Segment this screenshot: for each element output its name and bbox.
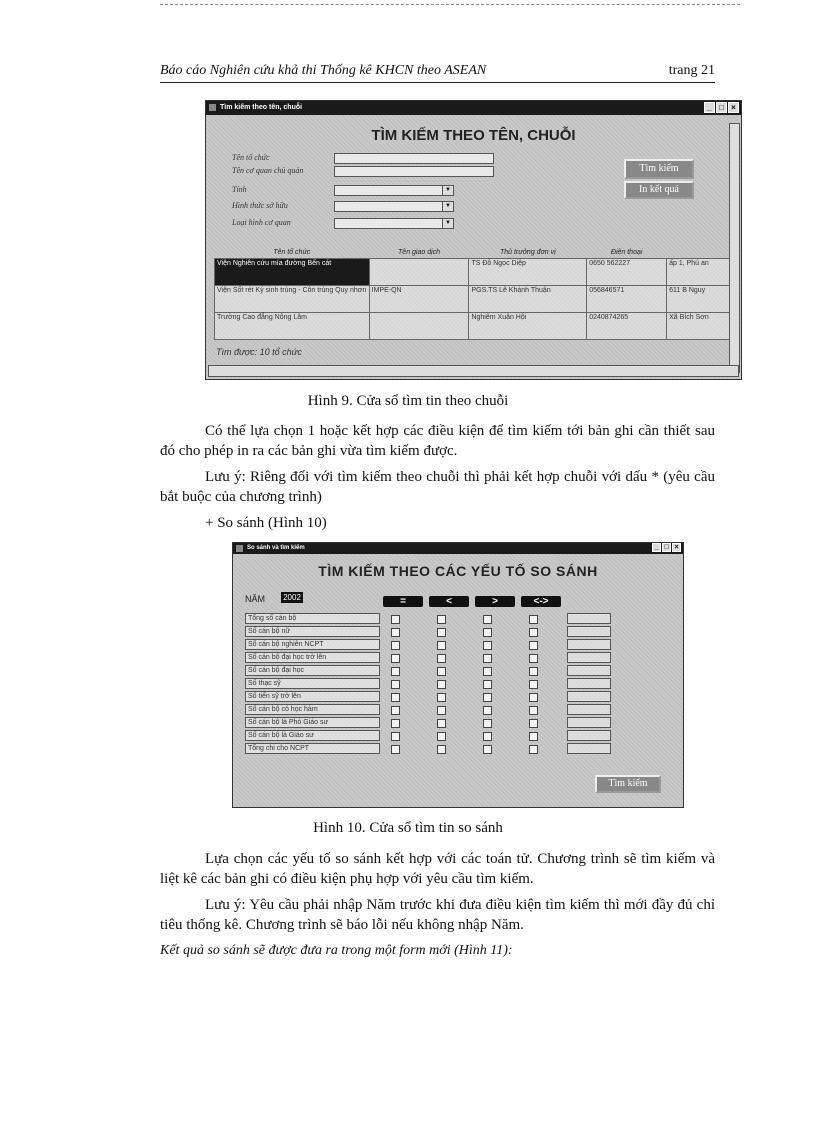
operator-checkbox[interactable] xyxy=(529,654,538,663)
close-icon[interactable]: × xyxy=(672,543,681,552)
year-input[interactable]: 2002 xyxy=(281,592,303,603)
operator-range-header[interactable]: <-> xyxy=(521,596,561,607)
page-header xyxy=(160,60,715,83)
close-icon[interactable]: × xyxy=(728,102,739,113)
criteria-item: Số cán bộ đại học xyxy=(245,665,380,676)
operator-checkbox[interactable] xyxy=(437,719,446,728)
operator-checkbox[interactable] xyxy=(529,667,538,676)
operator-checkbox[interactable] xyxy=(483,641,492,650)
operator-checkbox[interactable] xyxy=(391,667,400,676)
operator-checkbox[interactable] xyxy=(391,628,400,637)
compare-search-window xyxy=(232,542,684,808)
operator-checkbox[interactable] xyxy=(529,693,538,702)
minimize-icon[interactable]: _ xyxy=(652,543,661,552)
chevron-down-icon[interactable]: ▼ xyxy=(442,186,453,195)
operator-checkbox[interactable] xyxy=(483,693,492,702)
operator-checkbox[interactable] xyxy=(437,654,446,663)
column-header[interactable]: Tên giao dịch xyxy=(398,248,441,256)
criteria-value-input[interactable] xyxy=(567,652,611,663)
criteria-value-input[interactable] xyxy=(567,665,611,676)
table-row[interactable] xyxy=(215,286,740,313)
paragraph-4: Lựa chọn các yếu tố so sánh kết hợp với các toán tử. Chương trình sẽ tìm kiếm và liệt kê các bản ghi có điều kiện phụ hợp với yêu cầu tìm kiếm. xyxy=(160,851,715,887)
operator-checkbox[interactable] xyxy=(391,706,400,715)
figure-9-caption: Hình 9. Cửa sổ tìm tin theo chuỗi xyxy=(307,393,509,409)
table-row[interactable] xyxy=(215,313,740,340)
table-cell[interactable]: TS Đỗ Ngọc Diệp xyxy=(469,259,587,286)
operator-checkbox[interactable] xyxy=(391,719,400,728)
operator-checkbox[interactable] xyxy=(437,641,446,650)
table-cell[interactable]: 0650 562227 xyxy=(587,259,667,286)
criteria-item: Số thạc sỹ xyxy=(245,678,380,689)
operator-checkbox[interactable] xyxy=(483,667,492,676)
operator-checkbox[interactable] xyxy=(483,732,492,741)
criteria-item: Số cán bộ nữ xyxy=(245,626,380,637)
operator-checkbox[interactable] xyxy=(437,628,446,637)
operator-checkbox[interactable] xyxy=(391,732,400,741)
table-cell[interactable]: Nghiêm Xuân Hội xyxy=(469,313,587,340)
operator-checkbox[interactable] xyxy=(483,680,492,689)
form-title: TÌM KIẾM THEO TÊN, CHUỖI xyxy=(371,127,576,144)
operator-checkbox[interactable] xyxy=(437,667,446,676)
field-label-agency-type: Loại hình cơ quan xyxy=(232,218,291,227)
table-cell[interactable] xyxy=(369,313,469,340)
field-label-org-name: Tên tổ chức xyxy=(232,153,270,162)
operator-checkbox[interactable] xyxy=(391,693,400,702)
maximize-icon[interactable]: □ xyxy=(662,543,671,552)
operator-checkbox[interactable] xyxy=(483,628,492,637)
paragraph-2: Lưu ý: Riêng đối với tìm kiếm theo chuỗi thì phải kết hợp chuỗi với dấu * (yêu cầu bắt buộc của chương trình) xyxy=(160,469,715,505)
column-header[interactable]: Tên tổ chức xyxy=(273,248,311,256)
criteria-value-input[interactable] xyxy=(567,717,611,728)
criteria-item: Số cán bộ có học hàm xyxy=(245,704,380,715)
criteria-item: Tổng số cán bộ xyxy=(245,613,380,624)
operator-checkbox[interactable] xyxy=(391,680,400,689)
maximize-icon[interactable]: □ xyxy=(716,102,727,113)
operator-checkbox[interactable] xyxy=(529,680,538,689)
operator-checkbox[interactable] xyxy=(529,732,538,741)
operator-checkbox[interactable] xyxy=(529,706,538,715)
paragraph-6: Kết quả so sánh sẽ được đưa ra trong một form mới (Hình 11): xyxy=(160,943,513,958)
app-icon xyxy=(209,104,216,111)
paragraph-1: Có thể lựa chọn 1 hoặc kết hợp các điều kiện để tìm kiếm tới bản ghi cần thiết sau đó cho phép in ra các bản ghi vừa tìm kiếm được. xyxy=(160,423,715,459)
window-titlebar xyxy=(206,101,741,115)
criteria-item: Số tiến sỹ trở lên xyxy=(245,691,380,702)
criteria-value-input[interactable] xyxy=(567,704,611,715)
header-title: Báo cáo Nghiên cứu khả thi Thống kê KHCN theo ASEAN xyxy=(160,63,487,78)
column-header[interactable]: Thủ trưởng đơn vị xyxy=(499,248,556,256)
window-titlebar xyxy=(233,543,683,554)
table-cell[interactable]: Viện Nghiên cứu mía đường Bến cát xyxy=(215,259,370,286)
operator-checkbox[interactable] xyxy=(529,628,538,637)
table-cell[interactable]: Xã Bích Sơn xyxy=(667,313,740,340)
results-table xyxy=(214,246,740,340)
table-header-row xyxy=(215,246,740,259)
paragraph-3: + So sánh (Hình 10) xyxy=(205,515,327,531)
criteria-item: Số cán bộ là Giáo sư xyxy=(245,730,380,741)
operator-checkbox[interactable] xyxy=(529,719,538,728)
criteria-value-input[interactable] xyxy=(567,613,611,624)
operator-checkbox[interactable] xyxy=(437,745,446,754)
criteria-item: Số cán bộ đại học trở lên xyxy=(245,652,380,663)
table-cell[interactable]: 0240874265 xyxy=(587,313,667,340)
operator-less-header[interactable]: < xyxy=(429,596,469,607)
parent-agency-input[interactable] xyxy=(334,166,494,177)
province-select[interactable] xyxy=(334,185,454,196)
operator-checkbox[interactable] xyxy=(483,615,492,624)
operator-checkbox[interactable] xyxy=(483,745,492,754)
chevron-down-icon[interactable]: ▼ xyxy=(442,219,453,228)
year-label: NĂM xyxy=(245,594,265,604)
table-cell[interactable]: 611 B Nguy xyxy=(667,286,740,313)
criteria-value-input[interactable] xyxy=(567,743,611,754)
compare-search-button[interactable]: Tìm kiếm xyxy=(595,775,661,793)
field-label-parent-agency: Tên cơ quan chủ quản xyxy=(232,166,304,175)
search-button[interactable]: Tìm kiếm xyxy=(624,159,694,179)
operator-equal-header[interactable]: = xyxy=(383,596,423,607)
minimize-icon[interactable]: _ xyxy=(704,102,715,113)
agency-type-select[interactable] xyxy=(334,218,454,229)
operator-checkbox[interactable] xyxy=(437,706,446,715)
form-title: TÌM KIẾM THEO CÁC YẾU TỐ SO SÁNH xyxy=(318,563,598,579)
operator-checkbox[interactable] xyxy=(437,732,446,741)
operator-checkbox[interactable] xyxy=(529,641,538,650)
operator-checkbox[interactable] xyxy=(437,680,446,689)
window-title: So sánh và tìm kiếm xyxy=(247,545,305,551)
print-results-button[interactable]: In kết quả xyxy=(624,181,694,199)
table-cell[interactable]: 056846571 xyxy=(587,286,667,313)
criteria-item: Tổng chi cho NCPT xyxy=(245,743,380,754)
operator-checkbox[interactable] xyxy=(437,693,446,702)
operator-checkbox[interactable] xyxy=(391,745,400,754)
table-cell[interactable] xyxy=(369,259,469,286)
operator-checkbox[interactable] xyxy=(391,641,400,650)
criteria-item: Số cán bộ là Phó Giáo sư xyxy=(245,717,380,728)
table-cell[interactable]: Trường Cao đẳng Nông Lâm xyxy=(215,313,370,340)
operator-checkbox[interactable] xyxy=(529,745,538,754)
criteria-item: Số cán bộ nghiên NCPT xyxy=(245,639,380,650)
search-by-string-window xyxy=(205,100,742,380)
criteria-value-input[interactable] xyxy=(567,678,611,689)
operator-greater-header[interactable]: > xyxy=(475,596,515,607)
table-row[interactable] xyxy=(215,259,740,286)
criteria-value-input[interactable] xyxy=(567,639,611,650)
paragraph-5: Lưu ý: Yêu cầu phải nhập Năm trước khi đưa điều kiện tìm kiếm thì mới đầy đủ chỉ tiêu thống kê. Chương trình sẽ báo lỗi nếu không nhập Năm. xyxy=(160,897,715,933)
criteria-value-input[interactable] xyxy=(567,626,611,637)
horizontal-scrollbar[interactable] xyxy=(208,365,739,377)
chevron-down-icon[interactable]: ▼ xyxy=(442,202,453,211)
operator-checkbox[interactable] xyxy=(391,615,400,624)
operator-checkbox[interactable] xyxy=(483,719,492,728)
top-rule xyxy=(160,4,740,5)
table-cell[interactable]: IMPE-QN xyxy=(369,286,469,313)
criteria-value-input[interactable] xyxy=(567,730,611,741)
ownership-select[interactable] xyxy=(334,201,454,212)
operator-checkbox[interactable] xyxy=(483,654,492,663)
table-cell[interactable]: PGS.TS Lê Khánh Thuận xyxy=(469,286,587,313)
operator-checkbox[interactable] xyxy=(437,615,446,624)
operator-checkbox[interactable] xyxy=(529,615,538,624)
window-title: Tìm kiếm theo tên, chuỗi xyxy=(220,104,303,111)
operator-checkbox[interactable] xyxy=(483,706,492,715)
figure-10-caption: Hình 10. Cửa sổ tìm tin so sánh xyxy=(313,820,503,836)
column-header[interactable]: Điện thoại xyxy=(610,248,643,256)
field-label-ownership: Hình thức sở hữu xyxy=(232,201,288,210)
page-number: trang 21 xyxy=(668,63,715,78)
app-icon xyxy=(236,545,243,552)
org-name-input[interactable] xyxy=(334,153,494,164)
vertical-scrollbar[interactable] xyxy=(729,123,740,373)
result-count: Tìm được: 10 tổ chức xyxy=(216,347,302,357)
table-cell[interactable]: Viện Sốt rét Ký sinh trùng - Côn trùng Quy nhơn xyxy=(215,286,370,313)
operator-checkbox[interactable] xyxy=(391,654,400,663)
criteria-value-input[interactable] xyxy=(567,691,611,702)
field-label-province: Tỉnh xyxy=(232,185,247,194)
table-cell[interactable]: ấp 1, Phú an xyxy=(667,259,740,286)
